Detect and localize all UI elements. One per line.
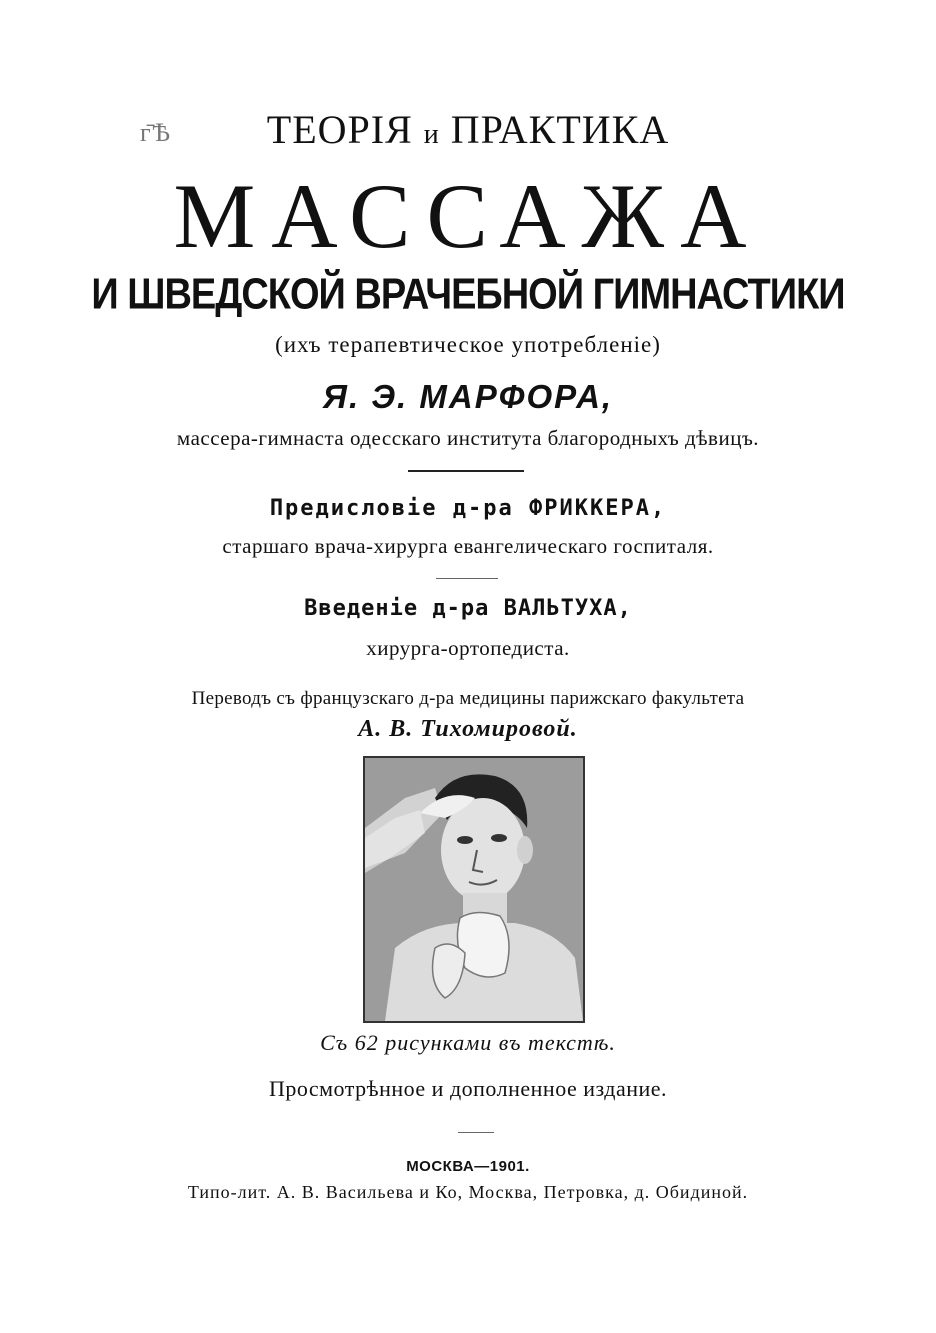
edition-note: Просмотрѣнное и дополненное издание. xyxy=(268,1076,668,1101)
margin-handwritten-mark: г̄Ѣ xyxy=(140,118,173,147)
imprint-printer: Типо-лит. А. В. Васильева и Ко, Москва, Петровка, д. Обидиной. xyxy=(187,1182,749,1202)
title-and-word: и xyxy=(423,119,440,150)
subtitle-therapy: (ихъ терапевтическое употребленіе) xyxy=(275,332,661,357)
introduction-role: хирурга-ортопедиста. xyxy=(366,636,570,660)
divider-rule xyxy=(408,470,524,472)
figures-note: Съ 62 рисунками въ текстѣ. xyxy=(320,1030,616,1055)
divider-rule xyxy=(436,578,498,579)
title-theory-practice xyxy=(0,106,936,153)
author-role: массера-гимнаста одесскаго института благородныхъ дѣвицъ. xyxy=(176,426,760,450)
portrait-photo-massage-icon xyxy=(363,756,585,1023)
preface-role: старшаго врача-хирурга евангелическаго госпиталя. xyxy=(222,534,714,558)
title-practice-word: ПРАКТИКА xyxy=(450,107,670,152)
translator-name: А. В. Тихомировой. xyxy=(358,716,578,742)
portrait-photo-illustration xyxy=(365,758,583,1021)
translation-credit: Переводъ съ французскаго д-ра медицины парижскаго факультета xyxy=(191,688,745,709)
title-swedish-gymnastics: И ШВЕДСКОЙ ВРАЧЕБНОЙ ГИМНАСТИКИ xyxy=(91,270,845,320)
imprint-city-year: МОСКВА—1901. xyxy=(406,1158,530,1175)
title-theory-word: ТЕОРІЯ xyxy=(266,107,413,152)
divider-rule xyxy=(458,1132,494,1133)
title-massage: МАССАЖА xyxy=(173,165,763,267)
introduction-credit: Введеніе д-ра ВАЛЬТУХА, xyxy=(304,596,632,621)
author-name: Я. Э. МАРФОРА, xyxy=(322,378,614,415)
preface-credit: Предисловіе д-ра ФРИККЕРА, xyxy=(269,496,667,521)
